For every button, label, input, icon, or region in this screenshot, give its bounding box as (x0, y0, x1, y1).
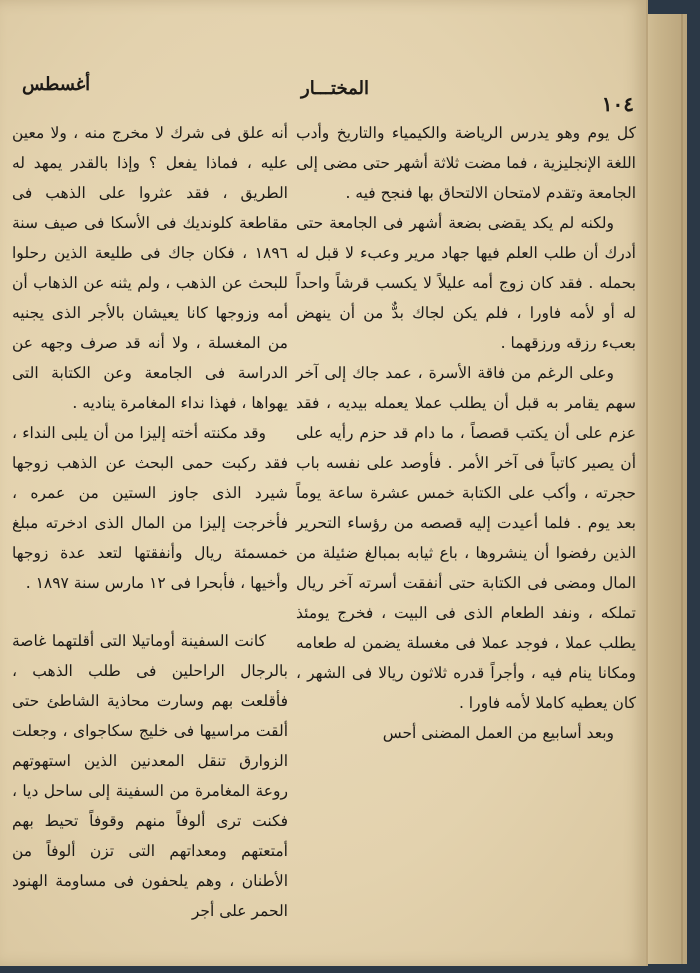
paragraph: أنه علق فى شرك لا مخرج منه ، ولا معين عليه ، فماذا يفعل ؟ وإذا بالقدر يمهد له الطريق ، فقد عثروا على الذهب فى مقاطعة كلونديك فى الأسكا فى صيف سنة ١٨٩٦ ، فكان جاك فى طليعة الذين رحلوا للبحث عن الذهب ، ولم يثنه عن الذهاب أن أمه وزوجها كانا يعيشان بالأجر الذى يجنيه من المغسلة ، ولا أنه قد صرف وجهه عن الدراسة فى الجامعة وعن الكتابة التى يهواها ، فهذا نداء المغامرة يناديه . (12, 124, 288, 412)
paragraph: وعلى الرغم من فاقة الأسرة ، عمد جاك إلى آخر سهم يقامر به قبل أن يطلب عملا يعمله بيديه ، فقد عزم على أن يكتب قصصاً ، ما دام قد حزم رأيه على أن يصير كاتباً فى آخر الأمر . فأوصد على نفسه باب حجرته ، وأكب على الكتابة خمس عشرة ساعة يوماً بعد يوم . فلما أعيدت إليه قصصه من رؤساء التحرير الذين رفضوا أن ينشروها ، باع ثيابه بمبالغ ضئيلة من المال ومضى فى الكتابة حتى أنفقت أسرته آخر ريال تملكه ، ونفد الطعام الذى فى البيت ، فخرج يومئذ يطلب عملا ، فوجد عملا فى مغسلة يضمن له طعامه ومكانا ينام فيه ، وأجراً قدره ثلاثون ريالا فى الشهر ، كان يعطيه كاملا لأمه فاورا . (296, 364, 636, 712)
paragraph: كانت السفينة أوماتيلا التى أقلتهما غاصة بالرجال الراحلين فى طلب الذهب ، فأقلعت بهم وسارت محاذية الشاطئ حتى ألقت مراسيها فى خليج سكاجواى ، وجعلت الزوارق تنقل المعدنين الذين استهوتهم روعة المغامرة من السفينة إلى ساحل ديا ، فكنت ترى ألوفاً منهم وقوفاً تحيط بهم أمتعتهم ومعداتهم التى تزن ألوفاً من الأطنان ، وهم يلحفون فى مساومة الهنود الحمر على أجر (12, 632, 288, 920)
paragraph: وبعد أسابيع من العمل المضنى أحس (382, 724, 614, 742)
left-column (12, 118, 288, 926)
running-title: المختـــار (301, 78, 369, 99)
page-number: ١٠٤ (601, 92, 634, 116)
running-month: أغسطس (22, 74, 91, 95)
paragraph: كل يوم وهو يدرس الرياضة والكيمياء والتاريخ وأدب اللغة الإنجليزية ، فما مضت ثلاثة أشهر حتى مضى إلى الجامعة وتقدم لامتحان الالتحاق بها فنجح فيه . (296, 124, 636, 202)
section-break (12, 598, 288, 626)
right-column (296, 118, 636, 748)
paragraph: ولكنه لم يكد يقضى بضعة أشهر فى الجامعة حتى أدرك أن طلب العلم فيها جهاد مرير وعبء لا قبل له بحمله . فقد كان زوج أمه عليلاً لا يكسب قرشاً واحداً له أو لأمه فاورا ، فلم يكن لجاك بدٌّ من أن ينهض بعبء رزقه ورزقهما . (296, 214, 636, 352)
paragraph: وقد مكنته أخته إليزا من أن يلبى النداء ، فقد ركبت حمى البحث عن الذهب زوجها شيرد الذى جاوز الستين من عمره ، فأخرجت إليزا من المال الذى ادخرته مبلغ خمسمئة ريال وأنفقتها لتعد عدة زوجها وأخيها ، فأبحرا فى ١٢ مارس سنة ١٨٩٧ . (12, 424, 288, 592)
